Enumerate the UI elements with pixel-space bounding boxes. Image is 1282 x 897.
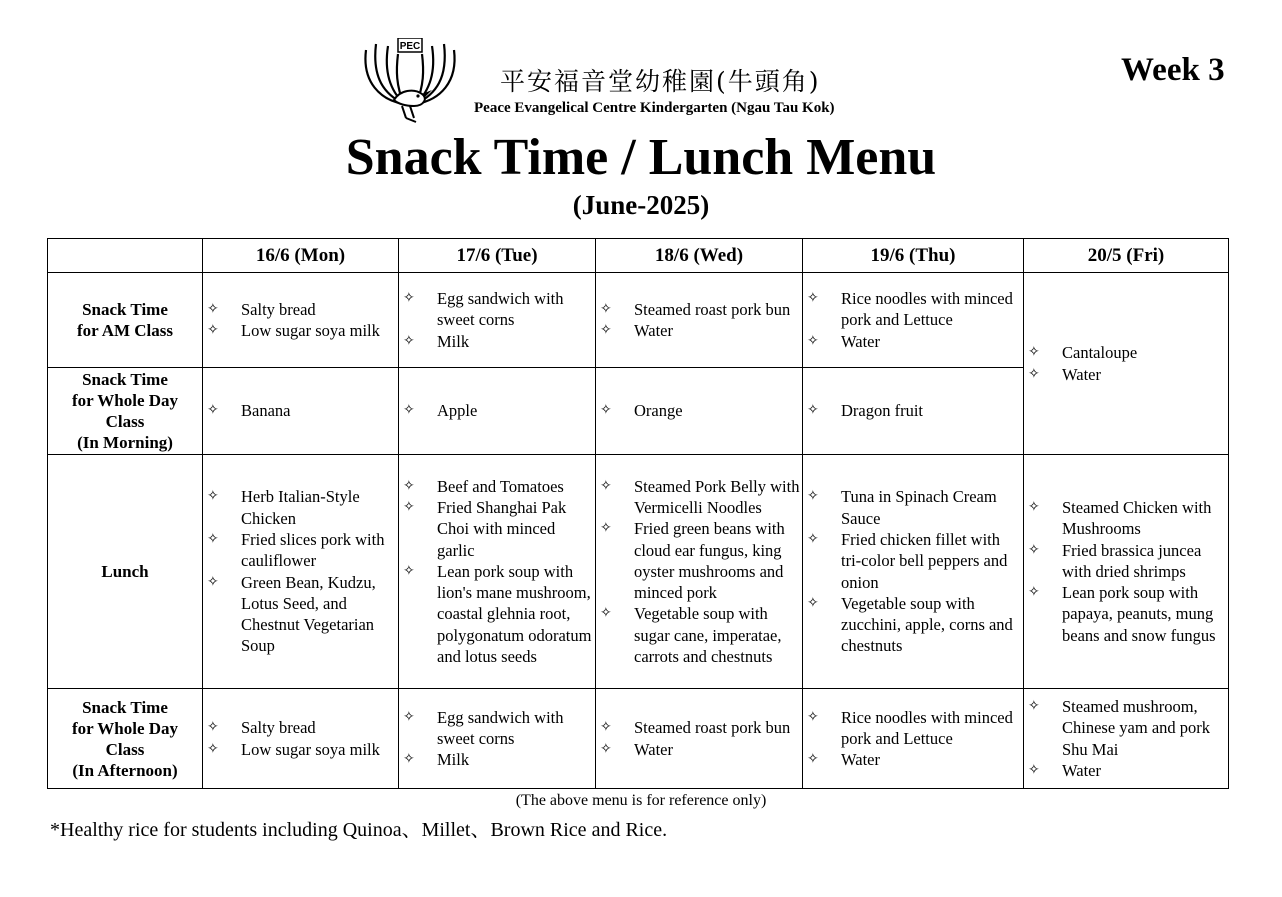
menu-cell — [803, 368, 1024, 455]
school-name-english: Peace Evangelical Centre Kindergarten (Ngau Tau Kok) — [474, 100, 835, 116]
row-header-line: Snack Time — [82, 697, 168, 717]
corner-cell — [48, 239, 203, 273]
menu-table — [47, 238, 1229, 789]
menu-item — [403, 497, 593, 561]
sparkle-bullet-icon: ✧ — [807, 332, 819, 349]
menu-item — [1028, 760, 1226, 781]
day-header: 19/6 (Thu) — [803, 239, 1024, 273]
row-header — [48, 689, 203, 789]
page-subtitle: (June-2025) — [572, 190, 710, 220]
menu-item — [807, 707, 1021, 750]
menu-item — [807, 593, 1021, 657]
menu-item — [1028, 342, 1226, 363]
menu-item-text: Lean pork soup with lion's mane mushroom, coastal glehnia root, polygonatum odoratum and lotus seeds — [437, 561, 592, 667]
sparkle-bullet-icon: ✧ — [207, 530, 219, 547]
menu-item-text: Fried Shanghai Pak Choi with minced garlic — [437, 497, 567, 560]
menu-item-text: Cantaloupe — [1062, 343, 1138, 363]
menu-item — [403, 288, 593, 331]
menu-cell — [399, 368, 596, 455]
row-header-line: for AM Class — [76, 321, 173, 340]
sparkle-bullet-icon: ✧ — [403, 498, 415, 515]
menu-item — [807, 486, 1021, 529]
menu-item-text: Beef and Tomatoes — [437, 476, 564, 496]
menu-cell — [803, 689, 1024, 789]
sparkle-bullet-icon: ✧ — [1028, 541, 1040, 558]
sparkle-bullet-icon: ✧ — [403, 708, 415, 725]
reference-note: (The above menu is for reference only) — [515, 792, 767, 809]
menu-item-text: Water — [841, 750, 880, 770]
school-logo — [358, 38, 462, 124]
sparkle-bullet-icon: ✧ — [807, 402, 819, 419]
sparkle-bullet-icon: ✧ — [600, 300, 612, 317]
menu-cell — [399, 455, 596, 689]
menu-item — [1028, 582, 1226, 646]
sparkle-bullet-icon: ✧ — [403, 562, 415, 579]
sparkle-bullet-icon: ✧ — [403, 477, 415, 494]
menu-item-list — [596, 299, 802, 342]
menu-item — [403, 561, 593, 667]
menu-item-text: Vegetable soup with zucchini, apple, corns and chestnuts — [841, 593, 1013, 656]
sparkle-bullet-icon: ✧ — [207, 573, 219, 590]
menu-item-text: Egg sandwich with sweet corns — [437, 707, 564, 748]
menu-item-text: Fried green beans with cloud ear fungus, king oyster mushrooms and minced pork — [634, 519, 785, 603]
menu-item-text: Water — [634, 739, 673, 759]
menu-item-text: Rice noodles with minced pork and Lettuce — [841, 289, 1013, 330]
menu-item-list — [1024, 696, 1228, 781]
sparkle-bullet-icon: ✧ — [207, 322, 219, 338]
menu-cell — [1024, 273, 1229, 455]
menu-item-list — [803, 486, 1023, 656]
menu-item — [207, 739, 396, 760]
sparkle-bullet-icon: ✧ — [807, 708, 819, 725]
row-header — [48, 455, 203, 689]
menu-item-list — [203, 299, 398, 342]
menu-item-text: Herb Italian-Style Chicken — [241, 487, 360, 528]
row-header-line: for Whole Day — [71, 391, 179, 410]
menu-item — [403, 400, 593, 421]
menu-item-text: Steamed roast pork bun — [634, 718, 791, 738]
menu-item-text: Steamed mushroom, Chinese yam and pork Shu Mai — [1062, 696, 1211, 759]
menu-item-text: Salty bread — [241, 718, 316, 738]
menu-item — [207, 320, 396, 341]
menu-item-list — [203, 717, 398, 760]
menu-item-text: Low sugar soya milk — [241, 739, 380, 759]
week-label: Week 3 — [1121, 52, 1225, 88]
sparkle-bullet-icon: ✧ — [207, 402, 219, 419]
menu-item-text: Water — [1062, 364, 1101, 384]
menu-item — [403, 707, 593, 750]
menu-item-text: Dragon fruit — [841, 401, 924, 421]
table-header-row — [48, 239, 1229, 273]
sparkle-bullet-icon: ✧ — [807, 530, 819, 547]
sparkle-bullet-icon: ✧ — [600, 740, 612, 757]
menu-item-list — [1024, 497, 1228, 646]
menu-item-list — [203, 486, 398, 656]
menu-item — [807, 288, 1021, 331]
menu-item — [807, 749, 1021, 770]
menu-item — [600, 400, 800, 421]
sparkle-bullet-icon: ✧ — [403, 402, 415, 419]
menu-item — [403, 749, 593, 770]
menu-item-text: Apple — [437, 401, 478, 421]
sparkle-bullet-icon: ✧ — [1028, 761, 1040, 778]
menu-item-text: Rice noodles with minced pork and Lettuce — [841, 707, 1013, 748]
sparkle-bullet-icon: ✧ — [403, 290, 415, 307]
menu-cell — [399, 273, 596, 368]
sparkle-bullet-icon: ✧ — [600, 719, 612, 736]
menu-item — [807, 331, 1021, 352]
menu-item-text: Water — [634, 321, 673, 340]
menu-item-text: Water — [1062, 760, 1101, 780]
menu-cell — [596, 689, 803, 789]
menu-cell — [803, 273, 1024, 368]
menu-cell — [596, 455, 803, 689]
menu-item — [600, 603, 800, 667]
sparkle-bullet-icon: ✧ — [807, 594, 819, 611]
row-header-line: (In Morning) — [77, 433, 173, 452]
menu-item — [807, 400, 1021, 421]
menu-item — [600, 739, 800, 760]
menu-cell — [203, 273, 399, 368]
menu-item-text: Fried chicken fillet with tri-color bell peppers and onion — [841, 529, 1008, 592]
menu-item — [600, 518, 800, 603]
menu-item — [403, 476, 593, 497]
sparkle-bullet-icon: ✧ — [600, 477, 612, 494]
menu-item — [207, 572, 396, 657]
menu-item-text: Salty bread — [241, 299, 316, 319]
sparkle-bullet-icon: ✧ — [1028, 498, 1040, 515]
day-header: 18/6 (Wed) — [596, 239, 803, 273]
sparkle-bullet-icon: ✧ — [807, 488, 819, 505]
menu-item — [207, 400, 396, 421]
menu-item — [207, 717, 396, 738]
row-header-line: Class — [105, 412, 145, 431]
healthy-rice-note: *Healthy rice for students including Quinoa、Millet、Brown Rice and Rice. — [50, 819, 668, 841]
menu-item-list — [596, 476, 802, 668]
row-header-line: Lunch — [101, 562, 149, 581]
menu-item-text: Banana — [241, 401, 291, 421]
menu-item-list — [399, 400, 595, 421]
menu-item-list — [399, 476, 595, 668]
menu-cell — [1024, 455, 1229, 689]
menu-cell — [203, 455, 399, 689]
sparkle-bullet-icon: ✧ — [1028, 344, 1040, 361]
menu-item-text: Steamed Pork Belly with Vermicelli Noodles — [634, 476, 800, 517]
menu-item-list — [596, 400, 802, 421]
menu-cell — [803, 455, 1024, 689]
day-header: 16/6 (Mon) — [203, 239, 399, 273]
menu-cell — [399, 689, 596, 789]
sparkle-bullet-icon: ✧ — [807, 751, 819, 768]
table-row — [48, 689, 1229, 789]
menu-item-text: Tuna in Spinach Cream Sauce — [841, 487, 997, 528]
menu-item — [600, 320, 800, 341]
sparkle-bullet-icon: ✧ — [1028, 365, 1040, 382]
menu-item — [207, 486, 396, 529]
menu-item-list — [596, 717, 802, 760]
row-header-line: Snack Time — [82, 370, 168, 389]
menu-item — [807, 529, 1021, 593]
menu-cell — [203, 689, 399, 789]
menu-item — [1028, 696, 1226, 760]
menu-item-text: Steamed roast pork bun — [634, 299, 791, 319]
row-header-line: for Whole Day — [71, 718, 179, 738]
sparkle-bullet-icon: ✧ — [600, 402, 612, 419]
menu-item-text: Fried brassica juncea with dried shrimps — [1062, 540, 1202, 581]
menu-item-list — [803, 288, 1023, 352]
menu-item — [600, 717, 800, 738]
sparkle-bullet-icon: ✧ — [207, 300, 219, 317]
menu-item — [1028, 540, 1226, 583]
sparkle-bullet-icon: ✧ — [207, 740, 219, 757]
sparkle-bullet-icon: ✧ — [600, 605, 612, 622]
row-header-line: (In Afternoon) — [72, 760, 178, 780]
menu-item-text: Milk — [437, 331, 470, 351]
svg-text:PEC: PEC — [399, 41, 421, 52]
table-row — [48, 273, 1229, 368]
row-header-line: Class — [105, 739, 145, 759]
menu-item-text: Green Bean, Kudzu, Lotus Seed, and Chestnut Vegetarian Soup — [241, 572, 376, 656]
menu-item-list — [203, 400, 398, 421]
menu-item-list — [1024, 342, 1228, 385]
menu-item-text: Low sugar soya milk — [241, 321, 380, 340]
sparkle-bullet-icon: ✧ — [1028, 697, 1040, 714]
table-row — [48, 455, 1229, 689]
menu-cell — [596, 273, 803, 368]
menu-item-text: Lean pork soup with papaya, peanuts, mung beans and snow fungus — [1062, 583, 1216, 645]
menu-item-list — [803, 707, 1023, 771]
menu-item — [1028, 497, 1226, 540]
menu-item-list — [399, 707, 595, 771]
menu-cell — [1024, 689, 1229, 789]
menu-item-text: Water — [841, 331, 880, 351]
menu-item-list — [803, 400, 1023, 421]
menu-item — [403, 331, 593, 352]
menu-item — [1028, 364, 1226, 385]
school-name-chinese: 平安福音堂幼稚園(牛頭角) — [500, 67, 821, 96]
sparkle-bullet-icon: ✧ — [207, 719, 219, 736]
menu-item — [207, 529, 396, 572]
sparkle-bullet-icon: ✧ — [403, 751, 415, 768]
menu-item-text: Fried slices pork with cauliflower — [241, 529, 385, 571]
menu-item-text: Steamed Chicken with Mushrooms — [1062, 497, 1212, 539]
sparkle-bullet-icon: ✧ — [807, 290, 819, 307]
day-header: 17/6 (Tue) — [399, 239, 596, 273]
sparkle-bullet-icon: ✧ — [207, 488, 219, 505]
menu-item-text: Milk — [437, 750, 470, 770]
menu-item-text: Egg sandwich with sweet corns — [437, 289, 564, 330]
sparkle-bullet-icon: ✧ — [1028, 584, 1040, 601]
row-header — [48, 273, 203, 368]
menu-item — [600, 299, 800, 320]
page-title: Snack Time / Lunch Menu — [345, 129, 937, 186]
menu-item — [207, 299, 396, 320]
menu-cell — [203, 368, 399, 455]
day-header: 20/5 (Fri) — [1024, 239, 1229, 273]
sparkle-bullet-icon: ✧ — [600, 520, 612, 537]
row-header — [48, 368, 203, 455]
menu-item — [600, 476, 800, 519]
menu-item-text: Orange — [634, 401, 683, 421]
sparkle-bullet-icon: ✧ — [403, 332, 415, 349]
menu-item-list — [399, 288, 595, 352]
menu-item-text: Vegetable soup with sugar cane, imperatae, carrots and chestnuts — [634, 604, 782, 667]
sparkle-bullet-icon: ✧ — [600, 322, 612, 338]
menu-cell — [596, 368, 803, 455]
row-header-line: Snack Time — [82, 300, 168, 319]
